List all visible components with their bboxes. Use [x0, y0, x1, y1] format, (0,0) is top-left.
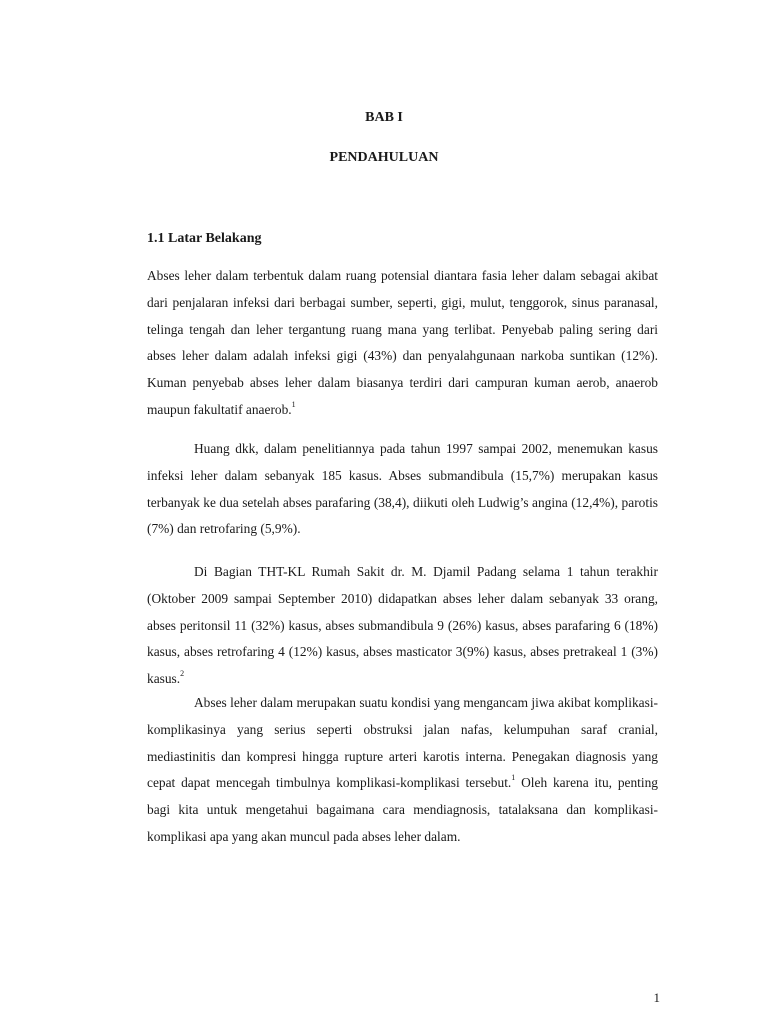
paragraph-4-text-b: Oleh karena itu, penting bagi kita untuk mengetahui bagaimana cara mendiagnosis, tatalaksana dan komplikasi-komplikasi apa yang akan muncul pada abses leher dalam.	[147, 775, 659, 844]
footnote-ref-3: 1	[511, 772, 516, 782]
paragraph-1-text: Abses leher dalam terbentuk dalam ruang potensial diantara fasia leher dalam sebagai akibat dari penjalaran infeksi dari berbagai sumber, seperti, gigi, mulut, tenggorok, sinus paranasal, telinga tengah dan leher tergantung ruang mana yang terlibat. Penyebab paling sering dari abses leher dalam adalah infeksi gigi (43%) dan penyalahgunaan narkoba suntikan (12%). Kuman penyebab abses leher dalam biasanya terdiri dari campuran kuman aerob, anaerob maupun fakultatif anaerob.	[147, 268, 658, 417]
paragraph-1	[147, 263, 658, 424]
paragraph-4	[147, 690, 658, 851]
paragraph-4-text-a: Abses leher dalam merupakan suatu kondisi yang mengancam jiwa akibat komplikasi-komplikasinya yang serius seperti obstruksi jalan nafas, kelumpuhan saraf cranial, mediastinitis dan kompresi hingga rupture arteri karotis interna. Penegakan diagnosis yang cepat dapat mencegah timbulnya komplikasi-komplikasi tersebut.	[147, 695, 658, 791]
paragraph-3-text: Di Bagian THT-KL Rumah Sakit dr. M. Djamil Padang selama 1 tahun terakhir (Oktober 2009 sampai September 2010) didapatkan abses leher dalam sebanyak 33 orang, abses peritonsil 11 (32%) kasus, abses submandibula 9 (26%) kasus, abses parafaring 6 (18%) kasus, abses retrofaring 4 (12%) kasus, abses masticator 3(9%) kasus, abses pretrakeal 1 (3%) kasus.	[147, 564, 658, 687]
footnote-ref-1: 1	[291, 399, 296, 409]
chapter-title: PENDAHULUAN	[329, 150, 439, 165]
section-heading: 1.1 Latar Belakang	[147, 231, 262, 246]
page-number: 1	[653, 990, 660, 1005]
paragraph-3	[147, 559, 658, 693]
footnote-ref-2: 2	[180, 668, 185, 678]
chapter-number: BAB I	[365, 110, 403, 125]
paragraph-2-text: Huang dkk, dalam penelitiannya pada tahun 1997 sampai 2002, menemukan kasus infeksi leher dalam sebanyak 185 kasus. Abses submandibula (15,7%) merupakan kasus terbanyak ke dua setelah abses parafaring (38,4), diikuti oleh Ludwig’s angina (12,4%), parotis (7%) dan retrofaring (5,9%).	[147, 441, 658, 537]
paragraph-2	[147, 436, 658, 543]
